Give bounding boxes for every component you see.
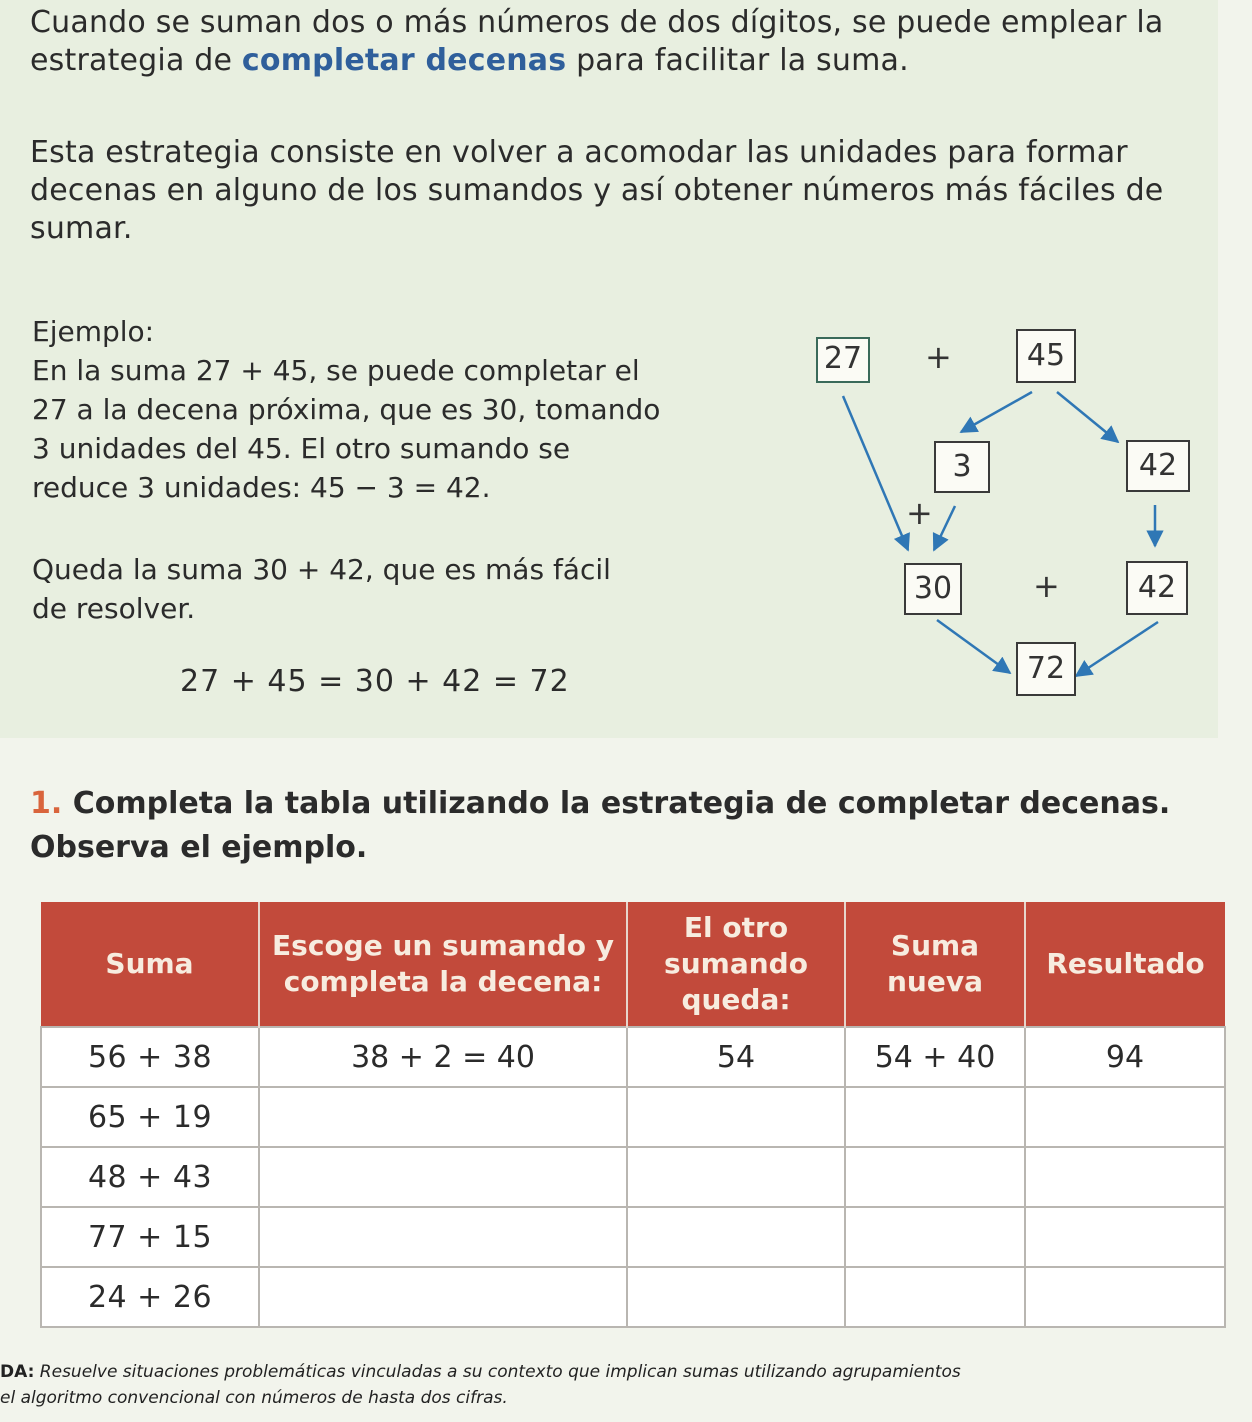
arrow-30-to-72 <box>937 620 1010 673</box>
addition-table <box>40 902 1226 1328</box>
example-line: reduce 3 unidades: 45 − 3 = 42. <box>32 471 491 504</box>
cell-otro-sumando[interactable] <box>627 1267 845 1327</box>
diagram-box-45: 45 <box>1016 329 1076 383</box>
diagram-box-27: 27 <box>816 337 870 383</box>
plus-sign: + <box>925 338 952 376</box>
exercise-number: 1. <box>30 786 63 821</box>
cell-resultado[interactable] <box>1025 1087 1225 1147</box>
footer-note <box>0 1362 961 1382</box>
cell-completa-decena[interactable] <box>259 1207 627 1267</box>
cell-completa-decena[interactable] <box>259 1267 627 1327</box>
intro-paragraph-2: Esta estrategia consiste en volver a acomodar las unidades para formar decenas en alguno de los sumandos y así obtener números más fáciles de sumar. <box>30 135 1164 246</box>
cell-suma-nueva[interactable] <box>845 1267 1025 1327</box>
example-heading: Ejemplo: <box>32 315 155 348</box>
diagram-box-72: 72 <box>1016 642 1076 696</box>
plus-sign: + <box>906 494 933 532</box>
intro-text: Cuando se suman dos o más números de dos dígitos, se puede emplear la estrategia de <box>30 5 1164 78</box>
header-otro-sumando: El otro sumando queda: <box>627 902 845 1027</box>
arrow-45-to-42 <box>1057 392 1118 442</box>
example-line: Queda la suma 30 + 42, que es más fácil <box>32 553 611 586</box>
cell-otro-sumando[interactable] <box>627 1147 845 1207</box>
cell-resultado[interactable] <box>1025 1267 1225 1327</box>
highlight-term: completar decenas <box>241 43 567 78</box>
cell-suma: 24 + 26 <box>41 1267 259 1327</box>
cell-suma-nueva[interactable] <box>845 1147 1025 1207</box>
example-line: En la suma 27 + 45, se puede completar el <box>32 354 640 387</box>
exercise-instruction: Completa la tabla utilizando la estrategia de completar decenas. <box>72 786 1171 821</box>
cell-completa-decena[interactable] <box>259 1087 627 1147</box>
cell-resultado[interactable] <box>1025 1207 1225 1267</box>
cell-suma: 56 + 38 <box>41 1027 259 1087</box>
cell-suma: 65 + 19 <box>41 1087 259 1147</box>
arrow-42-to-72 <box>1076 622 1158 676</box>
cell-otro-sumando: 54 <box>627 1027 845 1087</box>
table-header-row <box>41 902 1225 1027</box>
arrow-45-to-3 <box>961 392 1032 432</box>
diagram-box-42-bottom: 42 <box>1126 561 1188 615</box>
header-escoge-sumando: Escoge un sumando y completa la decena: <box>259 902 627 1027</box>
cell-suma: 77 + 15 <box>41 1207 259 1267</box>
table-row <box>41 1207 1225 1267</box>
cell-completa-decena[interactable] <box>259 1147 627 1207</box>
diagram-box-42-top: 42 <box>1126 440 1190 492</box>
table-row <box>41 1027 1225 1087</box>
header-suma-nueva: Suma nueva <box>845 902 1025 1027</box>
arrow-27-to-30 <box>843 396 908 550</box>
cell-suma-nueva[interactable] <box>845 1087 1025 1147</box>
intro-text-end: para facilitar la suma. <box>566 43 909 78</box>
cell-suma-nueva[interactable] <box>845 1207 1025 1267</box>
diagram-box-3: 3 <box>934 441 990 493</box>
header-resultado: Resultado <box>1025 902 1225 1027</box>
cell-suma-nueva: 54 + 40 <box>845 1027 1025 1087</box>
exercise-instruction-2: Observa el ejemplo. <box>30 830 368 865</box>
exercise-title <box>30 782 1170 870</box>
example-line: de resolver. <box>32 592 196 625</box>
plus-sign: + <box>1033 567 1060 605</box>
table-row <box>41 1267 1225 1327</box>
cell-completa-decena: 38 + 2 = 40 <box>259 1027 627 1087</box>
footer-line: Resuelve situaciones problemáticas vinculadas a su contexto que implican sumas utilizando agrupamientos <box>34 1362 961 1382</box>
arrow-3-to-30 <box>934 506 955 550</box>
cell-resultado: 94 <box>1025 1027 1225 1087</box>
cell-suma: 48 + 43 <box>41 1147 259 1207</box>
footer-note-2: el algoritmo convencional con números de hasta dos cifras. <box>0 1388 508 1408</box>
example-line: 3 unidades del 45. El otro sumando se <box>32 432 571 465</box>
diagram-box-30: 30 <box>904 563 962 615</box>
table-row <box>41 1087 1225 1147</box>
cell-otro-sumando[interactable] <box>627 1087 845 1147</box>
final-equation: 27 + 45 = 30 + 42 = 72 <box>180 664 570 699</box>
header-suma: Suma <box>41 902 259 1027</box>
table-row <box>41 1147 1225 1207</box>
footer-label: DA: <box>0 1362 35 1382</box>
cell-resultado[interactable] <box>1025 1147 1225 1207</box>
cell-otro-sumando[interactable] <box>627 1207 845 1267</box>
example-line: 27 a la decena próxima, que es 30, tomando <box>32 393 661 426</box>
